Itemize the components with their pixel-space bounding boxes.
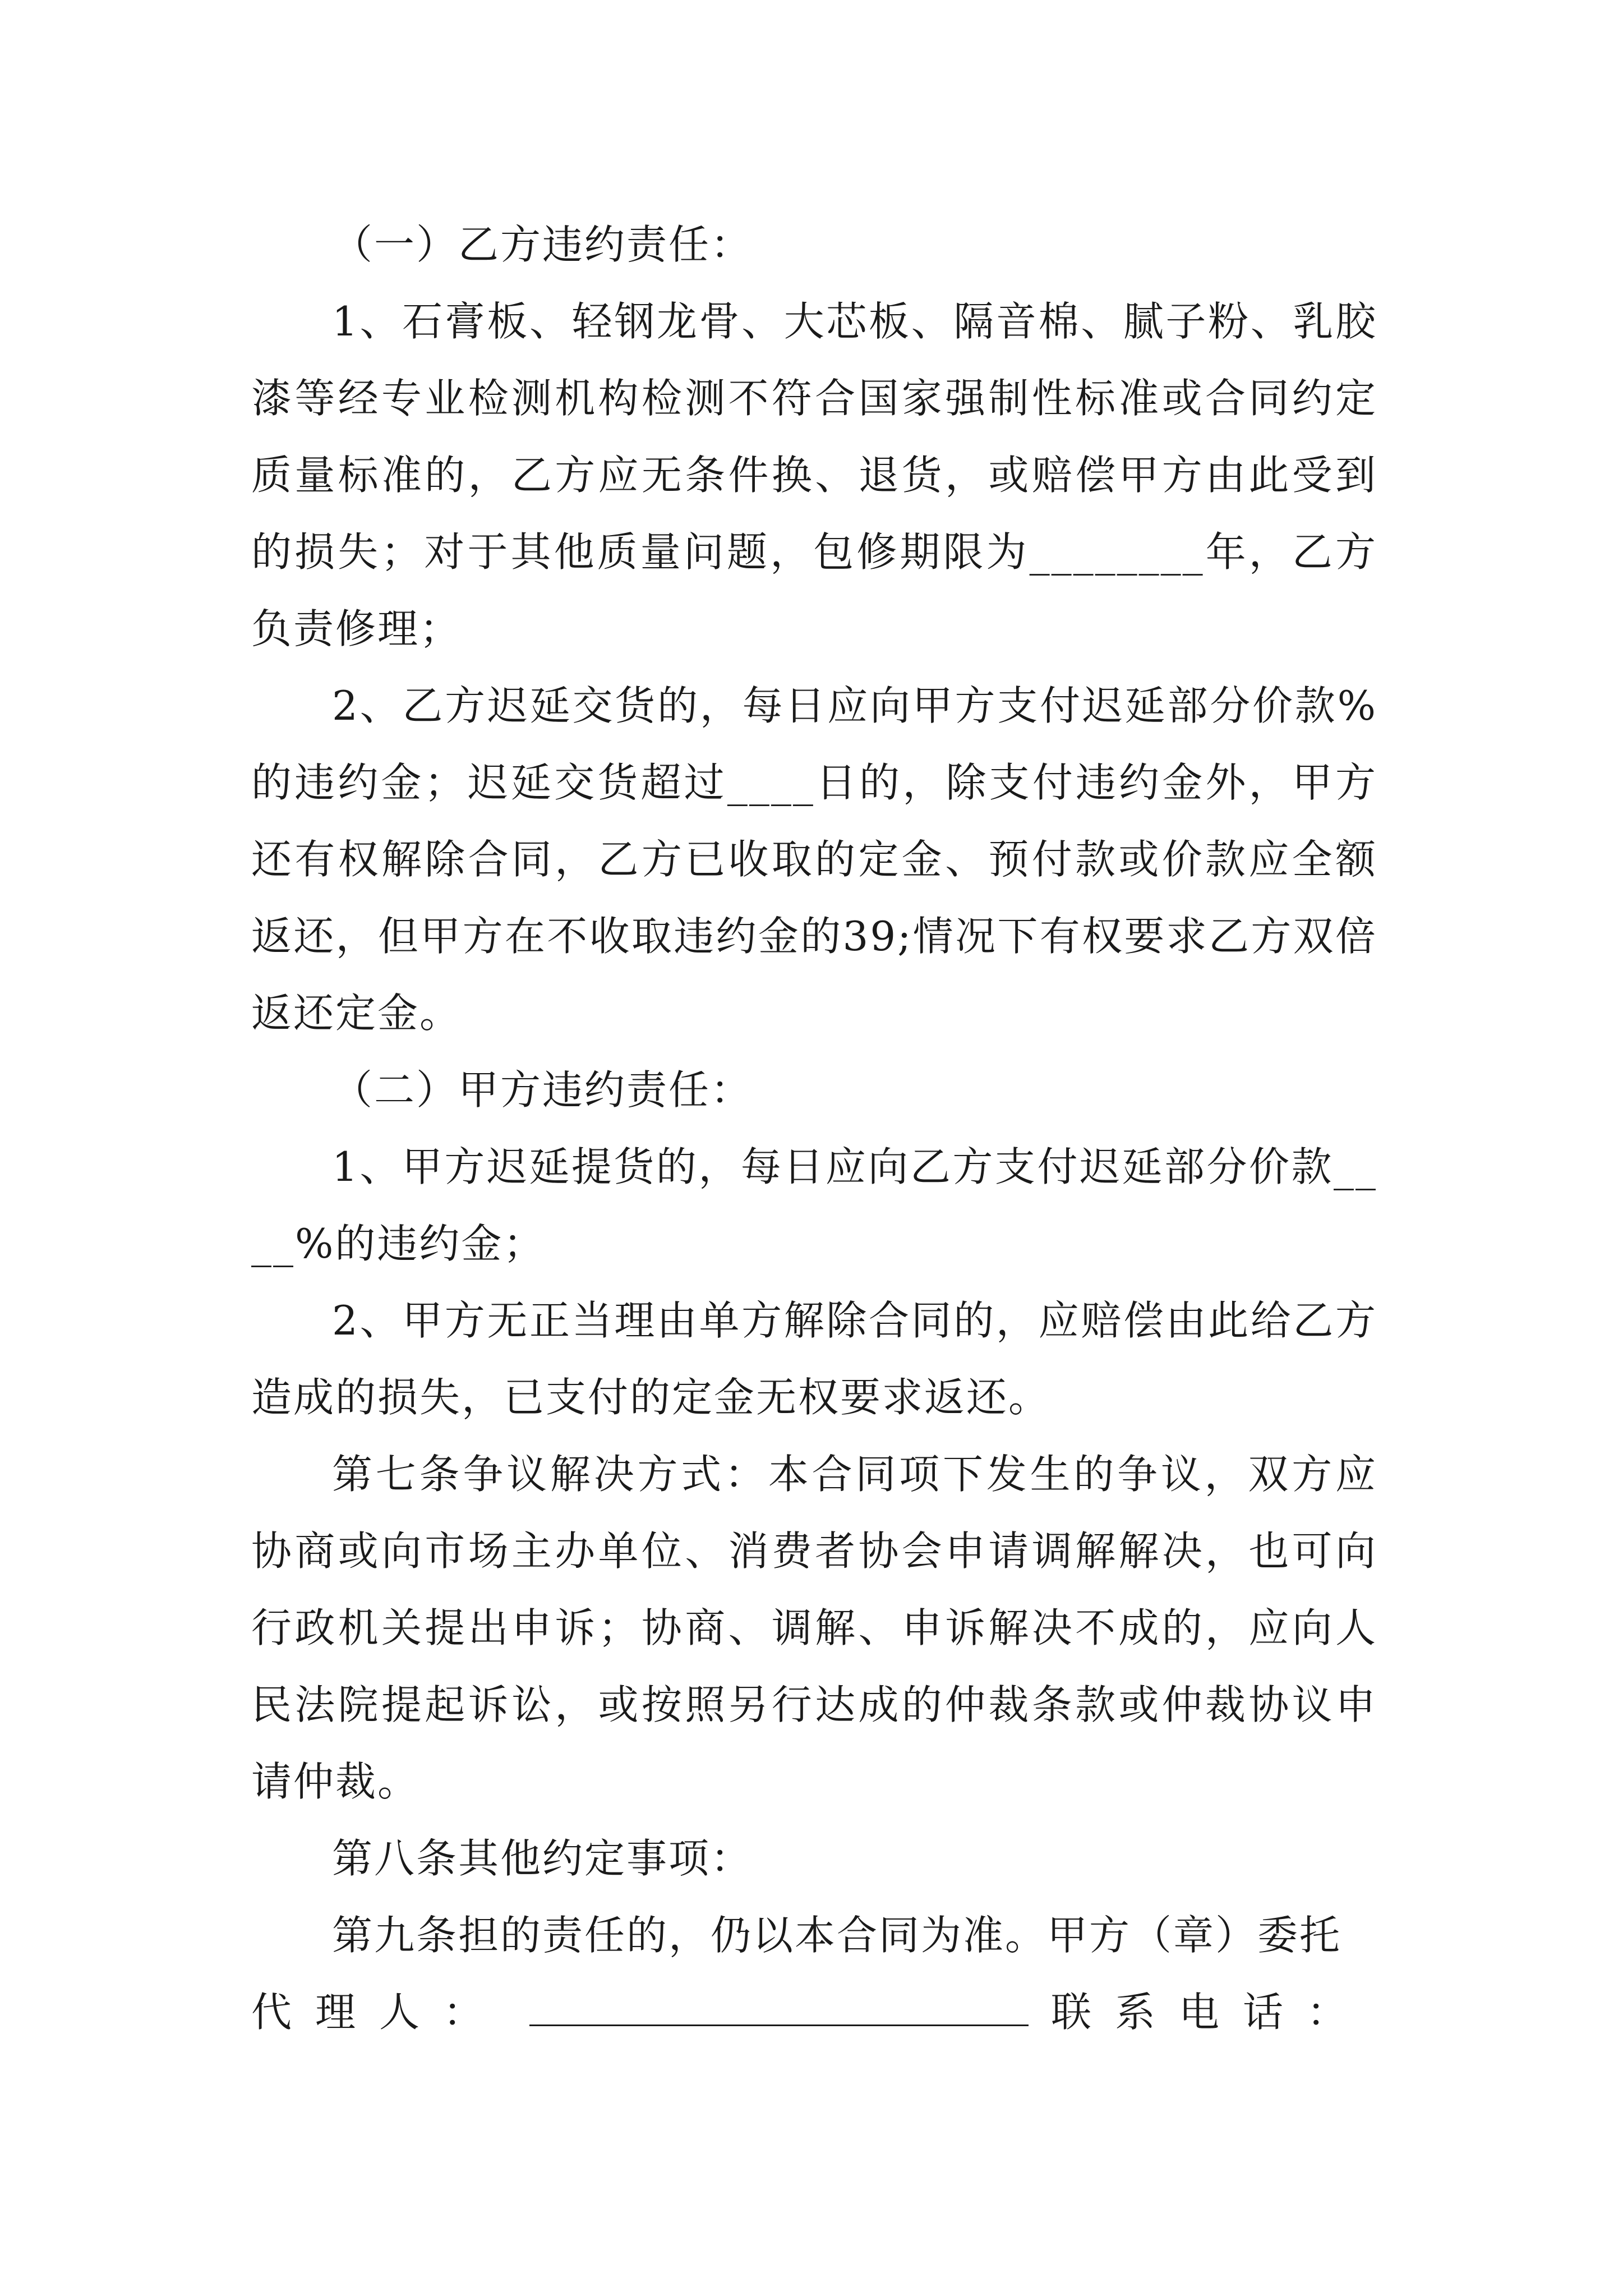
clause-b-2-late-delivery: 2、乙方迟延交货的，每日应向甲方支付迟延部分价款%的违约金；迟延交货超过____日的，除支付违约金外，甲方还有权解除合同，乙方已收取的定金、预付款或价款应全额返还，但甲方在不收取违约金的39;情况下有权要求乙方双倍返还定金。 xyxy=(251,682,1377,1037)
article-7-dispute-resolution: 第七条争议解决方式：本合同项下发生的争议，双方应协商或向市场主办单位、消费者协会申请调解解决，也可向行政机关提出申诉；协商、调解、申诉解决不成的，应向人民法院提起诉讼，或按照另行达成的仲裁条款或仲裁协议申请仲裁。 xyxy=(251,1451,1377,1805)
agent-label: 代理人： xyxy=(251,1989,508,2036)
document-body xyxy=(251,206,1377,2051)
article-8-other-matters: 第八条其他约定事项： xyxy=(332,1835,753,1882)
agent-blank-line xyxy=(529,1991,1029,2026)
clause-a-1-late-pickup: 1、甲方迟延提货的，每日应向乙方支付迟延部分价款____%的违约金； xyxy=(251,1143,1377,1267)
clause-a-2-termination: 2、甲方无正当理由单方解除合同的，应赔偿由此给乙方造成的损失，已支付的定金无权要求返还。 xyxy=(251,1297,1377,1421)
section-heading-party-a-liability: （二）甲方违约责任： xyxy=(332,1066,753,1114)
phone-label: 联系电话： xyxy=(1051,1989,1371,2036)
article-9-responsibility: 第九条担的责任的，仍以本合同为准。甲方（章）委托 xyxy=(332,1912,1342,1959)
section-heading-party-b-liability: （一）乙方违约责任： xyxy=(332,221,753,268)
clause-b-1-quality: 1、石膏板、轻钢龙骨、大芯板、隔音棉、腻子粉、乳胶漆等经专业检测机构检测不符合国家强制性标准或合同约定质量标准的，乙方应无条件换、退货，或赔偿甲方由此受到的损失；对于其他质量问题，包修期限为________年，乙方负责修理； xyxy=(251,298,1377,652)
signature-line xyxy=(251,1974,1377,2051)
